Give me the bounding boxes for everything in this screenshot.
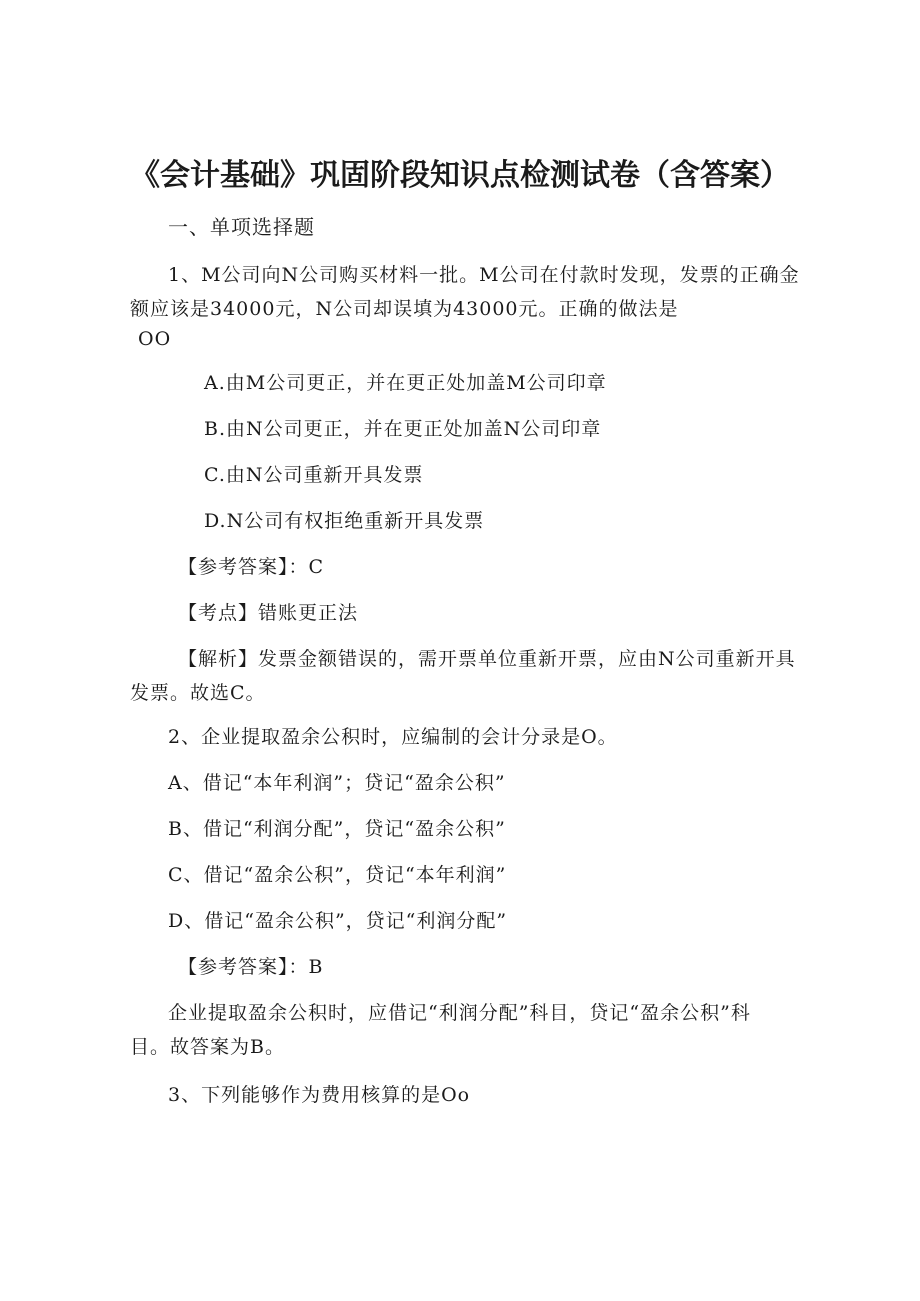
q2-explain-line1: 企业提取盈余公积时，应借记“利润分配”科目，贷记“盈余公积”科 bbox=[168, 1002, 751, 1024]
q1-stem-line3: OO bbox=[138, 328, 172, 350]
q1-answer: 【参考答案】：C bbox=[178, 556, 325, 578]
q2-option-d: D、借记“盈余公积”，贷记“利润分配” bbox=[168, 910, 508, 932]
q1-stem-line1: 1、M公司向N公司购买材料一批。M公司在付款时发现，发票的正确金 bbox=[168, 264, 800, 286]
q1-option-c: C.由N公司重新开具发票 bbox=[204, 464, 424, 486]
q1-analysis-line2: 发票。故选C。 bbox=[130, 682, 266, 704]
q3-stem: 3、下列能够作为费用核算的是Oo bbox=[168, 1084, 471, 1106]
q2-option-c: C、借记“盈余公积”，贷记“本年利润” bbox=[168, 864, 507, 886]
q1-option-a: A.由M公司更正，并在更正处加盖M公司印章 bbox=[204, 372, 607, 394]
q1-point: 【考点】错账更正法 bbox=[178, 602, 359, 624]
q2-stem: 2、企业提取盈余公积时，应编制的会计分录是O。 bbox=[168, 726, 618, 748]
section-heading: 一、单项选择题 bbox=[168, 215, 315, 239]
q1-option-b: B.由N公司更正，并在更正处加盖N公司印章 bbox=[204, 418, 602, 440]
q2-option-b: B、借记“利润分配”，贷记“盈余公积” bbox=[168, 818, 506, 840]
q1-stem-line2: 额应该是34000元，N公司却误填为43000元。正确的做法是 bbox=[130, 298, 679, 320]
q2-option-a: A、借记“本年利润”；贷记“盈余公积” bbox=[168, 772, 506, 794]
q2-answer: 【参考答案】：B bbox=[178, 956, 324, 978]
page-title: 《会计基础》巩固阶段知识点检测试卷（含答案） bbox=[130, 158, 790, 193]
q2-explain-line2: 目。故答案为B。 bbox=[130, 1036, 285, 1058]
q1-option-d: D.N公司有权拒绝重新开具发票 bbox=[204, 510, 485, 532]
q1-analysis-line1: 【解析】发票金额错误的，需开票单位重新开票，应由N公司重新开具 bbox=[178, 648, 796, 670]
